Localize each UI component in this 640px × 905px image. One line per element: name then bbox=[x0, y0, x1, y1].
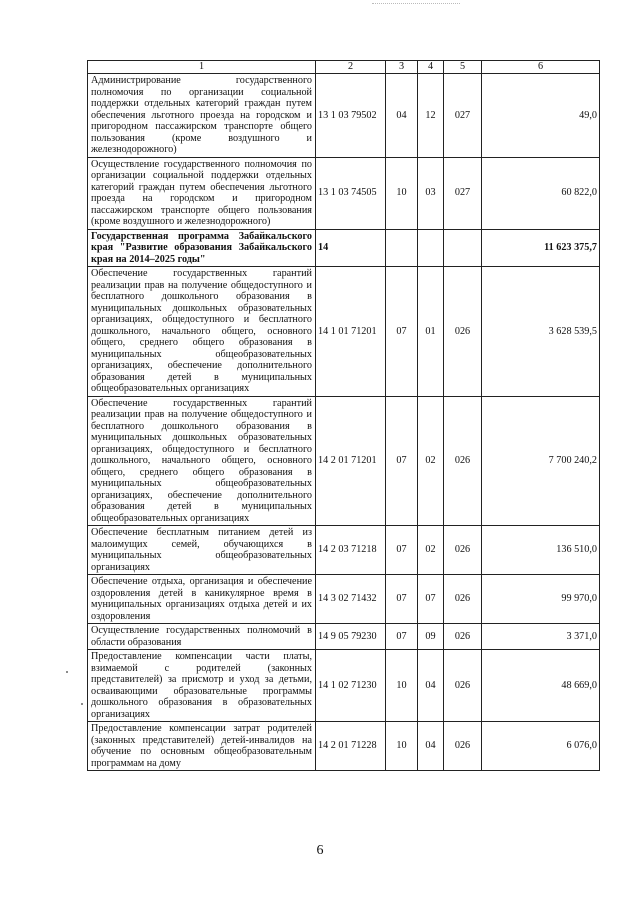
row-expense-type: 026 bbox=[444, 267, 482, 397]
row-amount: 11 623 375,7 bbox=[482, 229, 600, 267]
row-subsection: 07 bbox=[418, 575, 444, 624]
row-subsection bbox=[418, 229, 444, 267]
row-expense-type bbox=[444, 229, 482, 267]
table-row bbox=[88, 267, 600, 397]
row-name: Осуществление государственного полномочия по организации социальной поддержки отдельных категорий граждан путем обеспечения льготного проезда на городском и пригородном пассажирском транспорте общего пользования (кроме воздушного и железнодорожного) bbox=[88, 157, 316, 229]
table-body bbox=[88, 61, 600, 771]
row-subsection: 04 bbox=[418, 650, 444, 722]
row-section: 04 bbox=[386, 74, 418, 158]
row-amount: 7 700 240,2 bbox=[482, 396, 600, 526]
page-number: 6 bbox=[316, 843, 324, 858]
row-subsection: 02 bbox=[418, 396, 444, 526]
row-expense-type: 026 bbox=[444, 526, 482, 575]
header-col-3: 3 bbox=[386, 61, 418, 74]
row-expense-type: 026 bbox=[444, 650, 482, 722]
row-subsection: 01 bbox=[418, 267, 444, 397]
row-name: Администрирование государственного полномочия по организации социальной поддержки отдельных категорий граждан путем обеспечения льготного проезда на городском и пригородном пассажирском транспорте общего пользования (кроме воздушного и железнодорожного) bbox=[88, 74, 316, 158]
table-row bbox=[88, 650, 600, 722]
row-section: 10 bbox=[386, 157, 418, 229]
row-code: 14 3 02 71432 bbox=[316, 575, 386, 624]
row-code: 14 2 01 71228 bbox=[316, 722, 386, 771]
row-subsection: 09 bbox=[418, 624, 444, 650]
header-col-2: 2 bbox=[316, 61, 386, 74]
scan-speck bbox=[66, 671, 68, 673]
row-name: Обеспечение отдыха, организация и обеспечение оздоровления детей в каникулярное время в муниципальных организациях отдыха детей и их оздоровления bbox=[88, 575, 316, 624]
row-subsection: 03 bbox=[418, 157, 444, 229]
row-amount: 136 510,0 bbox=[482, 526, 600, 575]
row-code: 14 2 01 71201 bbox=[316, 396, 386, 526]
row-section: 10 bbox=[386, 650, 418, 722]
scan-speck bbox=[81, 703, 83, 705]
row-expense-type: 027 bbox=[444, 157, 482, 229]
table-row bbox=[88, 74, 600, 158]
table-row bbox=[88, 157, 600, 229]
row-subsection: 02 bbox=[418, 526, 444, 575]
row-name: Государственная программа Забайкальского края "Развитие образования Забайкальского края на 2014–2025 годы" bbox=[88, 229, 316, 267]
row-amount: 99 970,0 bbox=[482, 575, 600, 624]
row-subsection: 04 bbox=[418, 722, 444, 771]
row-code: 14 1 02 71230 bbox=[316, 650, 386, 722]
row-code: 14 2 03 71218 bbox=[316, 526, 386, 575]
row-name: Предоставление компенсации части платы, взимаемой с родителей (законных представителей) за присмотр и уход за детьми, осваивающими образовательные программы дошкольного образования в образовательных организациях bbox=[88, 650, 316, 722]
row-expense-type: 026 bbox=[444, 722, 482, 771]
row-code: 14 bbox=[316, 229, 386, 267]
row-subsection: 12 bbox=[418, 74, 444, 158]
row-amount: 49,0 bbox=[482, 74, 600, 158]
table-row bbox=[88, 624, 600, 650]
row-name: Предоставление компенсации затрат родителей (законных представителей) детей-инвалидов на обучение по основным общеобразовательным программам на дому bbox=[88, 722, 316, 771]
row-code: 13 1 03 79502 bbox=[316, 74, 386, 158]
row-section: 07 bbox=[386, 575, 418, 624]
row-name: Обеспечение бесплатным питанием детей из малоимущих семей, обучающихся в муниципальных общеобразовательных организациях bbox=[88, 526, 316, 575]
row-code: 14 9 05 79230 bbox=[316, 624, 386, 650]
row-name: Осуществление государственных полномочий в области образования bbox=[88, 624, 316, 650]
row-amount: 3 628 539,5 bbox=[482, 267, 600, 397]
header-col-4: 4 bbox=[418, 61, 444, 74]
row-section: 10 bbox=[386, 722, 418, 771]
row-section: 07 bbox=[386, 267, 418, 397]
header-col-6: 6 bbox=[482, 61, 600, 74]
row-amount: 6 076,0 bbox=[482, 722, 600, 771]
row-expense-type: 026 bbox=[444, 396, 482, 526]
row-expense-type: 027 bbox=[444, 74, 482, 158]
row-section: 07 bbox=[386, 624, 418, 650]
row-section: 07 bbox=[386, 396, 418, 526]
budget-table-wrapper bbox=[87, 60, 599, 771]
row-section: 07 bbox=[386, 526, 418, 575]
table-row bbox=[88, 396, 600, 526]
row-expense-type: 026 bbox=[444, 575, 482, 624]
row-name: Обеспечение государственных гарантий реализации прав на получение общедоступного и бесплатного дошкольного образования в муниципальных дошкольных образовательных организациях, общедоступного и бесплатного дошкольного, начального общего, основного общего, среднего общего образования в муниципальных общеобразовательных организациях, обеспечение дополнительного образования детей в муниципальных общеобразовательных организациях bbox=[88, 267, 316, 397]
header-row bbox=[88, 61, 600, 74]
row-code: 13 1 03 74505 bbox=[316, 157, 386, 229]
header-col-5: 5 bbox=[444, 61, 482, 74]
row-code: 14 1 01 71201 bbox=[316, 267, 386, 397]
row-amount: 60 822,0 bbox=[482, 157, 600, 229]
row-amount: 3 371,0 bbox=[482, 624, 600, 650]
row-section bbox=[386, 229, 418, 267]
scan-mark bbox=[372, 3, 460, 5]
row-name: Обеспечение государственных гарантий реализации прав на получение общедоступного и бесплатного дошкольного образования в муниципальных дошкольных образовательных организациях, общедоступного и бесплатного дошкольного, начального общего, основного общего, среднего общего образования в муниципальных общеобразовательных организациях, обеспечение дополнительного образования детей в муниципальных общеобразовательных организациях bbox=[88, 396, 316, 526]
row-expense-type: 026 bbox=[444, 624, 482, 650]
header-col-1: 1 bbox=[88, 61, 316, 74]
table-row bbox=[88, 526, 600, 575]
table-row bbox=[88, 722, 600, 771]
table-row bbox=[88, 575, 600, 624]
row-amount: 48 669,0 bbox=[482, 650, 600, 722]
budget-table bbox=[87, 60, 600, 771]
table-row bbox=[88, 229, 600, 267]
